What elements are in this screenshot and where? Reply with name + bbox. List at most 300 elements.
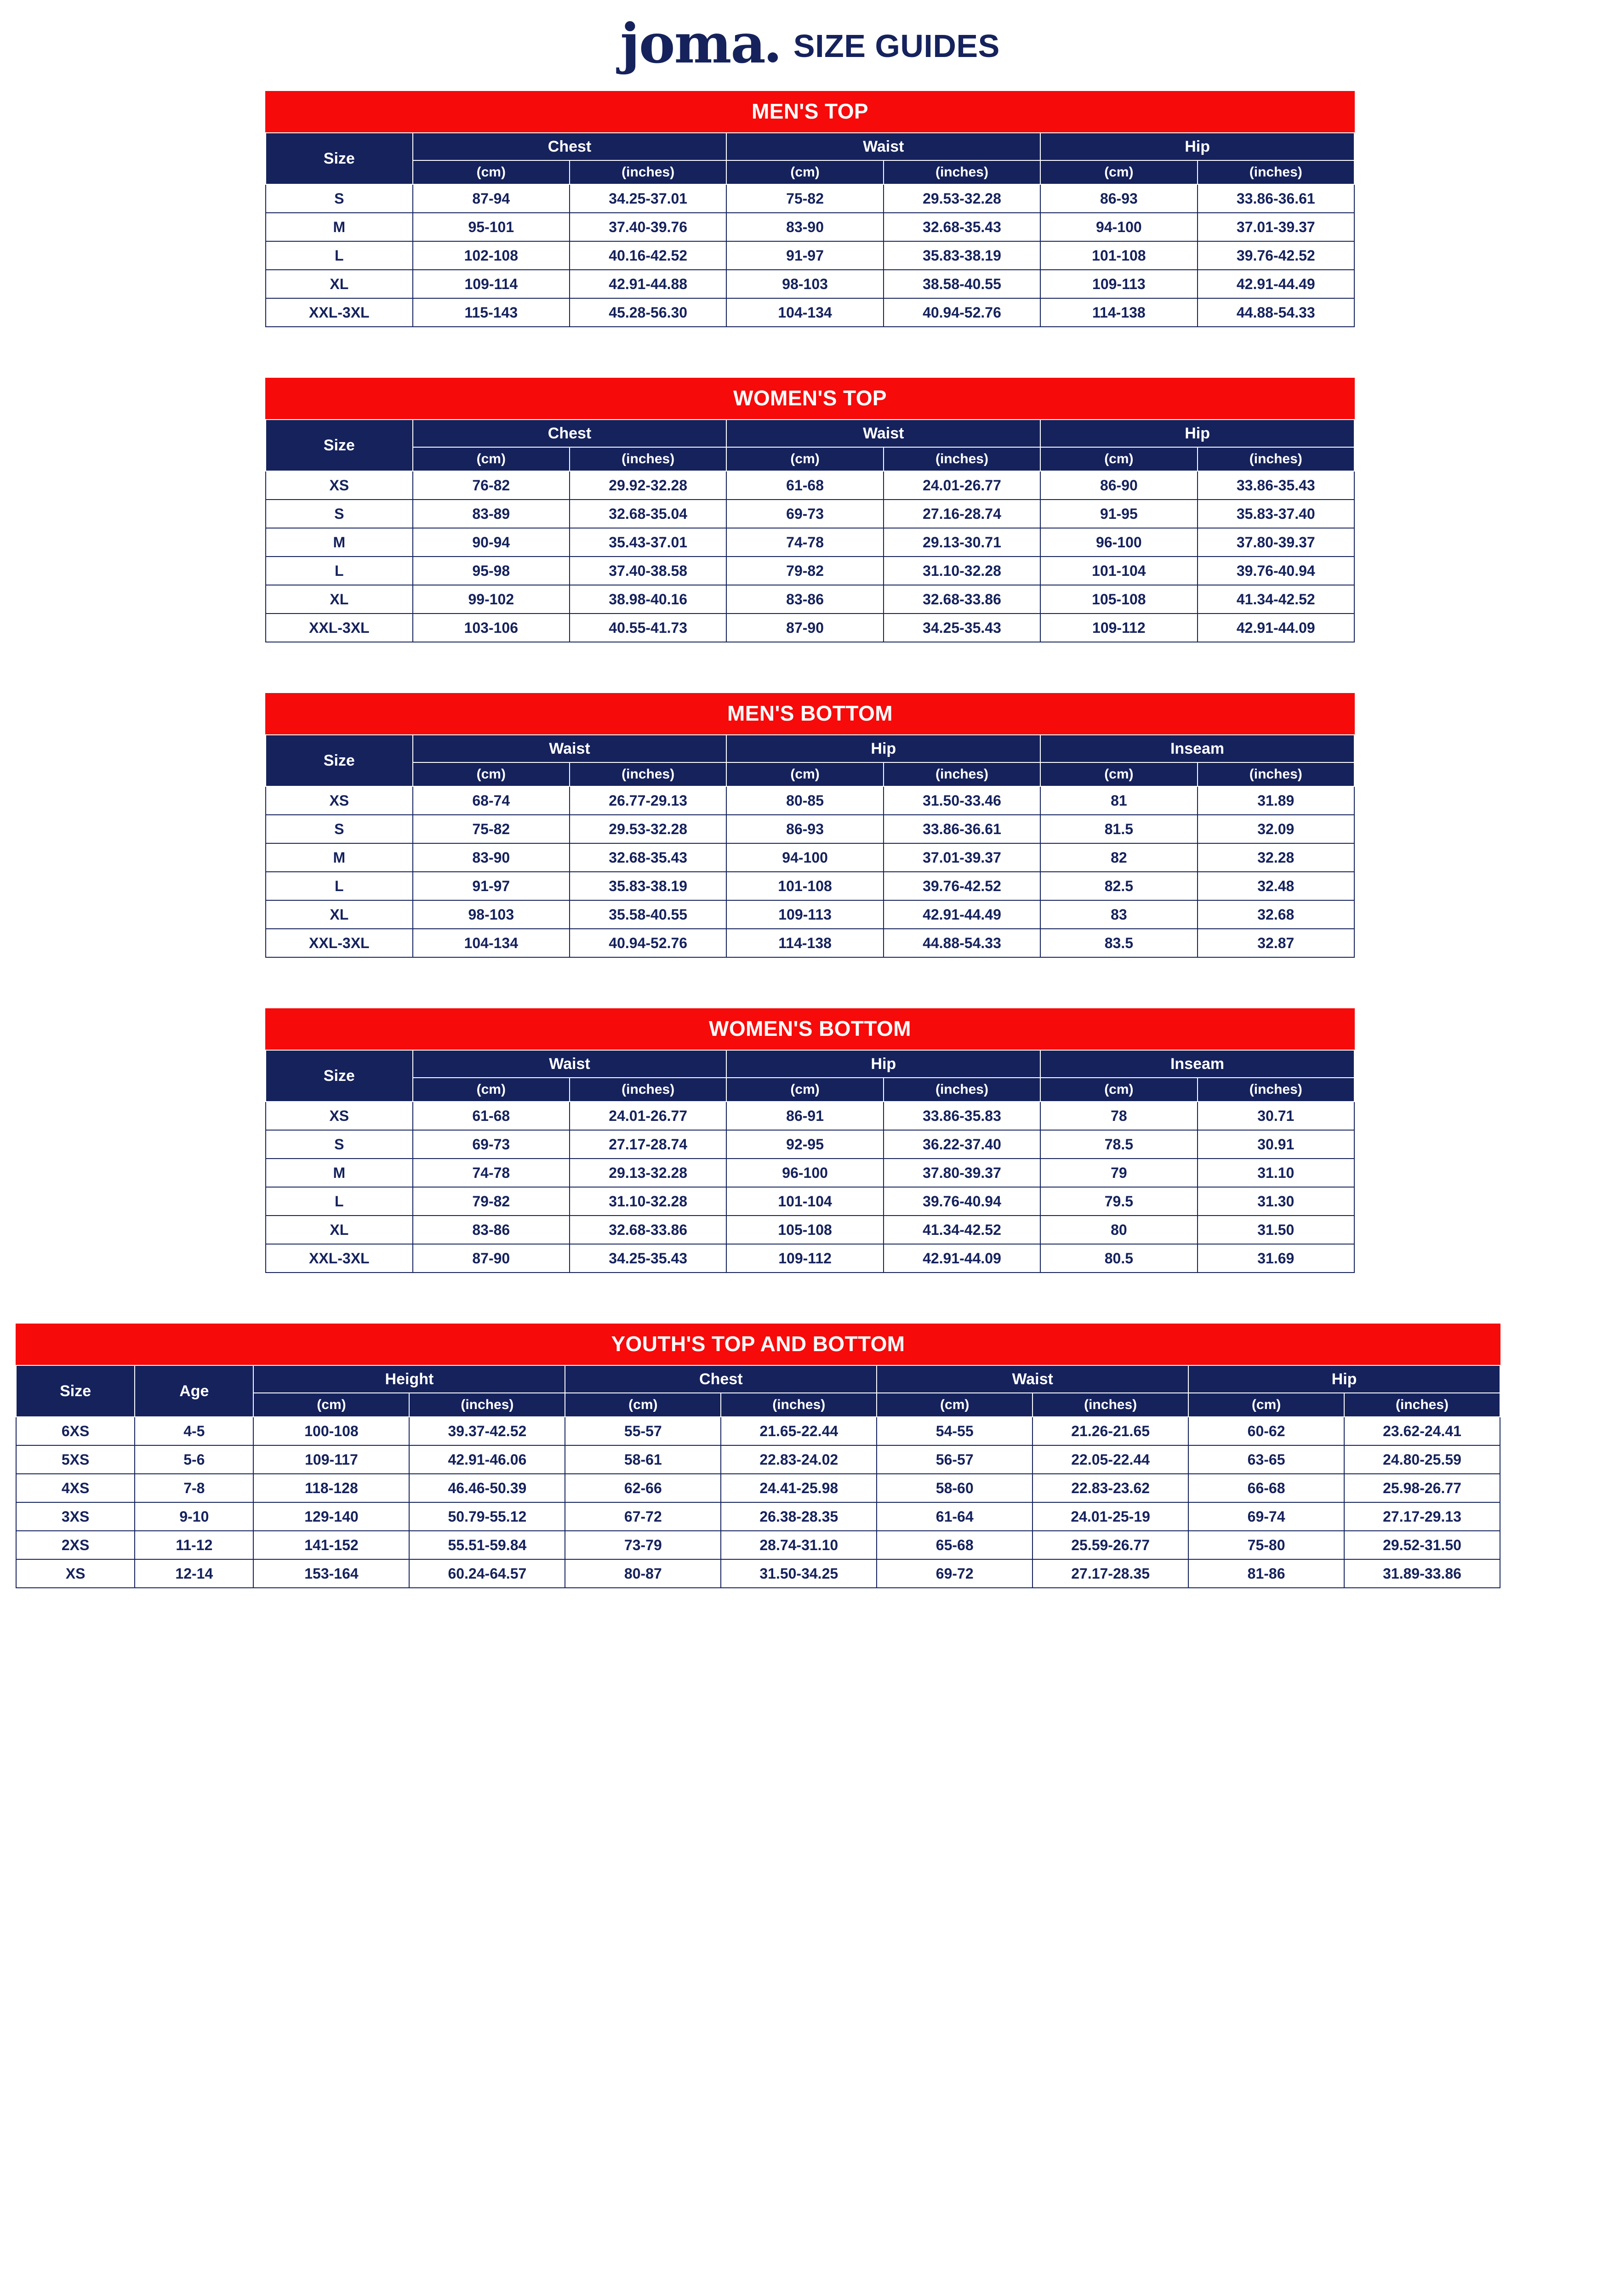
cell-measurement: 35.58-40.55	[570, 900, 726, 929]
cell-measurement: 55-57	[565, 1417, 721, 1445]
column-group-header: Waist	[413, 735, 727, 762]
cell-measurement: 30.91	[1198, 1130, 1354, 1159]
cell-size: M	[266, 843, 413, 872]
size-table-block	[265, 91, 1355, 327]
table-row	[266, 786, 1354, 815]
cell-measurement: 22.05-22.44	[1032, 1445, 1188, 1474]
column-header-inches: (inches)	[570, 762, 726, 786]
column-header-inches: (inches)	[409, 1393, 565, 1417]
cell-measurement: 87-90	[413, 1244, 570, 1273]
cell-measurement: 91-97	[413, 872, 570, 900]
cell-measurement: 60.24-64.57	[409, 1559, 565, 1588]
cell-size: XXL-3XL	[266, 614, 413, 642]
cell-measurement: 41.34-42.52	[1198, 585, 1354, 614]
table-row	[266, 184, 1354, 213]
column-header-cm: (cm)	[413, 160, 570, 184]
cell-size: XL	[266, 270, 413, 298]
column-header-cm: (cm)	[413, 447, 570, 471]
cell-measurement: 74-78	[413, 1159, 570, 1187]
cell-measurement: 99-102	[413, 585, 570, 614]
cell-age: 9-10	[135, 1502, 253, 1531]
table-row	[266, 1159, 1354, 1187]
cell-size: XS	[266, 786, 413, 815]
cell-measurement: 33.86-36.61	[1198, 184, 1354, 213]
size-tables-container	[0, 91, 1620, 1588]
cell-measurement: 95-98	[413, 557, 570, 585]
cell-measurement: 50.79-55.12	[409, 1502, 565, 1531]
cell-measurement: 39.37-42.52	[409, 1417, 565, 1445]
column-header-inches: (inches)	[1198, 160, 1354, 184]
table-row	[16, 1474, 1500, 1502]
cell-measurement: 91-97	[726, 241, 883, 270]
column-group-header: Inseam	[1040, 735, 1354, 762]
cell-measurement: 33.86-35.43	[1198, 471, 1354, 500]
cell-measurement: 35.83-38.19	[884, 241, 1040, 270]
cell-measurement: 37.80-39.37	[884, 1159, 1040, 1187]
cell-measurement: 65-68	[877, 1531, 1032, 1559]
cell-measurement: 80-85	[726, 786, 883, 815]
cell-age: 12-14	[135, 1559, 253, 1588]
page-header	[0, 0, 1620, 75]
column-header-inches: (inches)	[884, 762, 1040, 786]
cell-measurement: 32.68-35.43	[884, 213, 1040, 241]
cell-measurement: 26.77-29.13	[570, 786, 726, 815]
size-table-title: WOMEN'S TOP	[265, 378, 1355, 419]
column-group-header: Waist	[726, 420, 1040, 447]
standard-size-tables	[0, 91, 1620, 1273]
column-group-header: Hip	[726, 735, 1040, 762]
cell-measurement: 81.5	[1040, 815, 1197, 843]
cell-measurement: 61-68	[413, 1102, 570, 1130]
cell-measurement: 82.5	[1040, 872, 1197, 900]
cell-measurement: 109-114	[413, 270, 570, 298]
cell-measurement: 42.91-46.06	[409, 1445, 565, 1474]
cell-measurement: 75-80	[1188, 1531, 1344, 1559]
cell-measurement: 33.86-36.61	[884, 815, 1040, 843]
column-header-cm: (cm)	[726, 762, 883, 786]
cell-measurement: 94-100	[726, 843, 883, 872]
cell-age: 4-5	[135, 1417, 253, 1445]
cell-measurement: 30.71	[1198, 1102, 1354, 1130]
cell-measurement: 29.92-32.28	[570, 471, 726, 500]
column-header-inches: (inches)	[570, 1078, 726, 1102]
cell-measurement: 74-78	[726, 528, 883, 557]
column-group-header: Hip	[1040, 133, 1354, 160]
column-group-header: Waist	[877, 1365, 1188, 1393]
column-header-inches: (inches)	[884, 447, 1040, 471]
cell-measurement: 66-68	[1188, 1474, 1344, 1502]
cell-measurement: 27.16-28.74	[884, 500, 1040, 528]
table-row	[266, 1244, 1354, 1273]
cell-measurement: 81	[1040, 786, 1197, 815]
column-group-header: Hip	[726, 1050, 1040, 1078]
cell-measurement: 79-82	[726, 557, 883, 585]
column-header-inches: (inches)	[1198, 447, 1354, 471]
cell-measurement: 118-128	[253, 1474, 409, 1502]
cell-size: L	[266, 1187, 413, 1216]
cell-measurement: 40.94-52.76	[570, 929, 726, 957]
table-row	[266, 900, 1354, 929]
size-table-title: WOMEN'S BOTTOM	[265, 1008, 1355, 1050]
cell-measurement: 42.91-44.49	[884, 900, 1040, 929]
cell-measurement: 24.01-26.77	[884, 471, 1040, 500]
cell-measurement: 31.50-33.46	[884, 786, 1040, 815]
cell-measurement: 62-66	[565, 1474, 721, 1502]
joma-logo-dot	[768, 52, 778, 63]
cell-measurement: 36.22-37.40	[884, 1130, 1040, 1159]
table-row	[266, 1216, 1354, 1244]
size-table-block	[265, 693, 1355, 958]
cell-measurement: 73-79	[565, 1531, 721, 1559]
cell-measurement: 69-72	[877, 1559, 1032, 1588]
youth-size-table-title: YOUTH'S TOP AND BOTTOM	[16, 1324, 1500, 1365]
cell-measurement: 104-134	[413, 929, 570, 957]
table-header-row	[16, 1365, 1500, 1393]
cell-measurement: 31.30	[1198, 1187, 1354, 1216]
cell-size: XXL-3XL	[266, 1244, 413, 1273]
cell-measurement: 54-55	[877, 1417, 1032, 1445]
column-header-cm: (cm)	[413, 762, 570, 786]
cell-measurement: 32.09	[1198, 815, 1354, 843]
cell-size: XL	[266, 585, 413, 614]
cell-size: S	[266, 184, 413, 213]
cell-measurement: 100-108	[253, 1417, 409, 1445]
cell-size: XL	[266, 900, 413, 929]
column-header-cm: (cm)	[877, 1393, 1032, 1417]
cell-measurement: 42.91-44.88	[570, 270, 726, 298]
cell-measurement: 129-140	[253, 1502, 409, 1531]
cell-measurement: 92-95	[726, 1130, 883, 1159]
cell-size: 2XS	[16, 1531, 135, 1559]
table-row	[266, 500, 1354, 528]
table-row	[266, 557, 1354, 585]
column-header-inches: (inches)	[1198, 1078, 1354, 1102]
table-row	[16, 1445, 1500, 1474]
joma-logo-text: joma	[620, 11, 765, 75]
cell-measurement: 39.76-42.52	[884, 872, 1040, 900]
size-table-title: MEN'S TOP	[265, 91, 1355, 132]
cell-measurement: 24.01-26.77	[570, 1102, 726, 1130]
joma-logo	[620, 11, 778, 75]
column-group-header: Waist	[413, 1050, 727, 1078]
cell-measurement: 46.46-50.39	[409, 1474, 565, 1502]
table-row	[266, 1130, 1354, 1159]
cell-measurement: 24.41-25.98	[721, 1474, 877, 1502]
cell-age: 11-12	[135, 1531, 253, 1559]
cell-measurement: 32.68	[1198, 900, 1354, 929]
cell-measurement: 109-113	[1040, 270, 1197, 298]
cell-measurement: 32.48	[1198, 872, 1354, 900]
column-header-size: Size	[266, 133, 413, 184]
cell-measurement: 26.38-28.35	[721, 1502, 877, 1531]
cell-measurement: 40.16-42.52	[570, 241, 726, 270]
column-header-size: Size	[266, 1050, 413, 1102]
cell-size: 6XS	[16, 1417, 135, 1445]
cell-measurement: 42.91-44.09	[884, 1244, 1040, 1273]
column-header-cm: (cm)	[1040, 1078, 1197, 1102]
table-subheader-row	[266, 762, 1354, 786]
table-header-row	[266, 420, 1354, 447]
column-header-inches: (inches)	[1032, 1393, 1188, 1417]
cell-age: 5-6	[135, 1445, 253, 1474]
cell-measurement: 22.83-23.62	[1032, 1474, 1188, 1502]
cell-measurement: 58-61	[565, 1445, 721, 1474]
cell-measurement: 80	[1040, 1216, 1197, 1244]
column-header-inches: (inches)	[1198, 762, 1354, 786]
youth-size-table-host	[0, 1324, 1620, 1588]
cell-measurement: 60-62	[1188, 1417, 1344, 1445]
cell-measurement: 96-100	[726, 1159, 883, 1187]
cell-measurement: 31.10-32.28	[884, 557, 1040, 585]
column-header-size: Size	[266, 420, 413, 471]
cell-measurement: 96-100	[1040, 528, 1197, 557]
cell-measurement: 35.83-38.19	[570, 872, 726, 900]
cell-measurement: 82	[1040, 843, 1197, 872]
cell-measurement: 32.68-33.86	[570, 1216, 726, 1244]
column-header-inches: (inches)	[570, 160, 726, 184]
cell-measurement: 23.62-24.41	[1344, 1417, 1500, 1445]
table-subheader-row	[266, 160, 1354, 184]
cell-measurement: 39.76-42.52	[1198, 241, 1354, 270]
column-header-inches: (inches)	[721, 1393, 877, 1417]
cell-measurement: 87-94	[413, 184, 570, 213]
cell-measurement: 39.76-40.94	[1198, 557, 1354, 585]
cell-size: L	[266, 241, 413, 270]
cell-measurement: 101-108	[1040, 241, 1197, 270]
cell-measurement: 87-90	[726, 614, 883, 642]
table-row	[266, 815, 1354, 843]
cell-measurement: 114-138	[1040, 298, 1197, 327]
cell-measurement: 32.68-35.43	[570, 843, 726, 872]
cell-measurement: 33.86-35.83	[884, 1102, 1040, 1130]
cell-size: L	[266, 557, 413, 585]
cell-size: 5XS	[16, 1445, 135, 1474]
cell-measurement: 24.01-25-19	[1032, 1502, 1188, 1531]
size-table-title: MEN'S BOTTOM	[265, 693, 1355, 734]
cell-size: XXL-3XL	[266, 298, 413, 327]
cell-size: M	[266, 528, 413, 557]
column-header-inches: (inches)	[884, 160, 1040, 184]
cell-measurement: 83-90	[726, 213, 883, 241]
cell-measurement: 37.40-38.58	[570, 557, 726, 585]
column-header-inches: (inches)	[570, 447, 726, 471]
cell-measurement: 40.94-52.76	[884, 298, 1040, 327]
table-row	[266, 213, 1354, 241]
table-subheader-row	[266, 447, 1354, 471]
cell-measurement: 101-104	[726, 1187, 883, 1216]
cell-measurement: 95-101	[413, 213, 570, 241]
cell-measurement: 32.87	[1198, 929, 1354, 957]
table-row	[266, 1187, 1354, 1216]
table-row	[266, 614, 1354, 642]
cell-measurement: 86-91	[726, 1102, 883, 1130]
cell-measurement: 109-112	[1040, 614, 1197, 642]
table-row	[16, 1417, 1500, 1445]
cell-measurement: 91-95	[1040, 500, 1197, 528]
youth-size-table	[16, 1365, 1500, 1588]
column-header-cm: (cm)	[253, 1393, 409, 1417]
cell-measurement: 102-108	[413, 241, 570, 270]
cell-measurement: 32.68-33.86	[884, 585, 1040, 614]
cell-measurement: 34.25-35.43	[570, 1244, 726, 1273]
cell-measurement: 25.59-26.77	[1032, 1531, 1188, 1559]
cell-measurement: 153-164	[253, 1559, 409, 1588]
cell-size: XL	[266, 1216, 413, 1244]
cell-measurement: 29.52-31.50	[1344, 1531, 1500, 1559]
cell-measurement: 78.5	[1040, 1130, 1197, 1159]
cell-measurement: 38.98-40.16	[570, 585, 726, 614]
cell-measurement: 44.88-54.33	[1198, 298, 1354, 327]
table-row	[16, 1559, 1500, 1588]
column-header-cm: (cm)	[1040, 762, 1197, 786]
cell-measurement: 109-113	[726, 900, 883, 929]
cell-measurement: 69-73	[726, 500, 883, 528]
column-header-cm: (cm)	[1188, 1393, 1344, 1417]
column-header-age: Age	[135, 1365, 253, 1417]
cell-measurement: 37.80-39.37	[1198, 528, 1354, 557]
cell-measurement: 61-64	[877, 1502, 1032, 1531]
cell-measurement: 34.25-35.43	[884, 614, 1040, 642]
cell-measurement: 79	[1040, 1159, 1197, 1187]
cell-measurement: 79-82	[413, 1187, 570, 1216]
table-subheader-row	[266, 1078, 1354, 1102]
size-table	[265, 1050, 1355, 1273]
cell-measurement: 80-87	[565, 1559, 721, 1588]
column-group-header: Chest	[565, 1365, 877, 1393]
cell-size: M	[266, 1159, 413, 1187]
cell-measurement: 31.10-32.28	[570, 1187, 726, 1216]
cell-measurement: 21.65-22.44	[721, 1417, 877, 1445]
cell-size: S	[266, 500, 413, 528]
cell-measurement: 94-100	[1040, 213, 1197, 241]
table-row	[266, 298, 1354, 327]
cell-measurement: 67-72	[565, 1502, 721, 1531]
cell-measurement: 58-60	[877, 1474, 1032, 1502]
column-header-cm: (cm)	[726, 447, 883, 471]
cell-measurement: 79.5	[1040, 1187, 1197, 1216]
cell-measurement: 101-108	[726, 872, 883, 900]
column-group-header: Waist	[726, 133, 1040, 160]
cell-size: XS	[266, 471, 413, 500]
cell-measurement: 39.76-40.94	[884, 1187, 1040, 1216]
cell-age: 7-8	[135, 1474, 253, 1502]
table-header-row	[266, 1050, 1354, 1078]
cell-measurement: 83-86	[413, 1216, 570, 1244]
cell-measurement: 31.89	[1198, 786, 1354, 815]
column-group-header: Inseam	[1040, 1050, 1354, 1078]
cell-measurement: 69-73	[413, 1130, 570, 1159]
cell-size: XS	[16, 1559, 135, 1588]
cell-measurement: 83	[1040, 900, 1197, 929]
cell-measurement: 101-104	[1040, 557, 1197, 585]
column-header-cm: (cm)	[1040, 447, 1197, 471]
table-row	[266, 929, 1354, 957]
cell-size: XS	[266, 1102, 413, 1130]
size-table	[265, 734, 1355, 958]
cell-measurement: 35.43-37.01	[570, 528, 726, 557]
cell-measurement: 42.91-44.09	[1198, 614, 1354, 642]
cell-measurement: 34.25-37.01	[570, 184, 726, 213]
cell-measurement: 75-82	[726, 184, 883, 213]
cell-size: XXL-3XL	[266, 929, 413, 957]
cell-measurement: 83-86	[726, 585, 883, 614]
cell-measurement: 98-103	[726, 270, 883, 298]
cell-measurement: 28.74-31.10	[721, 1531, 877, 1559]
cell-measurement: 63-65	[1188, 1445, 1344, 1474]
cell-measurement: 83-90	[413, 843, 570, 872]
cell-measurement: 32.68-35.04	[570, 500, 726, 528]
cell-measurement: 41.34-42.52	[884, 1216, 1040, 1244]
cell-measurement: 40.55-41.73	[570, 614, 726, 642]
cell-measurement: 29.53-32.28	[884, 184, 1040, 213]
cell-measurement: 31.10	[1198, 1159, 1354, 1187]
table-row	[266, 872, 1354, 900]
cell-measurement: 80.5	[1040, 1244, 1197, 1273]
cell-measurement: 29.53-32.28	[570, 815, 726, 843]
table-row	[16, 1502, 1500, 1531]
cell-measurement: 69-74	[1188, 1502, 1344, 1531]
cell-measurement: 115-143	[413, 298, 570, 327]
cell-measurement: 81-86	[1188, 1559, 1344, 1588]
cell-size: S	[266, 1130, 413, 1159]
table-row	[16, 1531, 1500, 1559]
cell-size: M	[266, 213, 413, 241]
column-group-header: Hip	[1040, 420, 1354, 447]
cell-measurement: 56-57	[877, 1445, 1032, 1474]
cell-measurement: 109-117	[253, 1445, 409, 1474]
cell-measurement: 37.01-39.37	[884, 843, 1040, 872]
cell-measurement: 29.13-30.71	[884, 528, 1040, 557]
table-row	[266, 585, 1354, 614]
column-header-cm: (cm)	[565, 1393, 721, 1417]
table-row	[266, 528, 1354, 557]
cell-measurement: 37.40-39.76	[570, 213, 726, 241]
table-row	[266, 843, 1354, 872]
cell-measurement: 83.5	[1040, 929, 1197, 957]
cell-measurement: 32.28	[1198, 843, 1354, 872]
table-row	[266, 471, 1354, 500]
cell-measurement: 22.83-24.02	[721, 1445, 877, 1474]
cell-measurement: 68-74	[413, 786, 570, 815]
table-header-row	[266, 735, 1354, 762]
cell-measurement: 27.17-28.35	[1032, 1559, 1188, 1588]
table-header-row	[266, 133, 1354, 160]
cell-measurement: 78	[1040, 1102, 1197, 1130]
column-group-header: Hip	[1188, 1365, 1500, 1393]
cell-measurement: 83-89	[413, 500, 570, 528]
cell-measurement: 86-93	[1040, 184, 1197, 213]
page-title: SIZE GUIDES	[793, 28, 1000, 64]
cell-measurement: 86-93	[726, 815, 883, 843]
cell-measurement: 105-108	[1040, 585, 1197, 614]
column-header-cm: (cm)	[413, 1078, 570, 1102]
cell-measurement: 44.88-54.33	[884, 929, 1040, 957]
column-group-header: Chest	[413, 420, 727, 447]
size-table-block	[265, 1008, 1355, 1273]
column-header-cm: (cm)	[726, 160, 883, 184]
cell-measurement: 76-82	[413, 471, 570, 500]
youth-size-table-block	[16, 1324, 1500, 1588]
cell-measurement: 86-90	[1040, 471, 1197, 500]
table-row	[266, 1102, 1354, 1130]
cell-measurement: 21.26-21.65	[1032, 1417, 1188, 1445]
cell-measurement: 42.91-44.49	[1198, 270, 1354, 298]
cell-measurement: 25.98-26.77	[1344, 1474, 1500, 1502]
cell-measurement: 29.13-32.28	[570, 1159, 726, 1187]
size-table	[265, 132, 1355, 327]
cell-measurement: 37.01-39.37	[1198, 213, 1354, 241]
cell-size: 4XS	[16, 1474, 135, 1502]
